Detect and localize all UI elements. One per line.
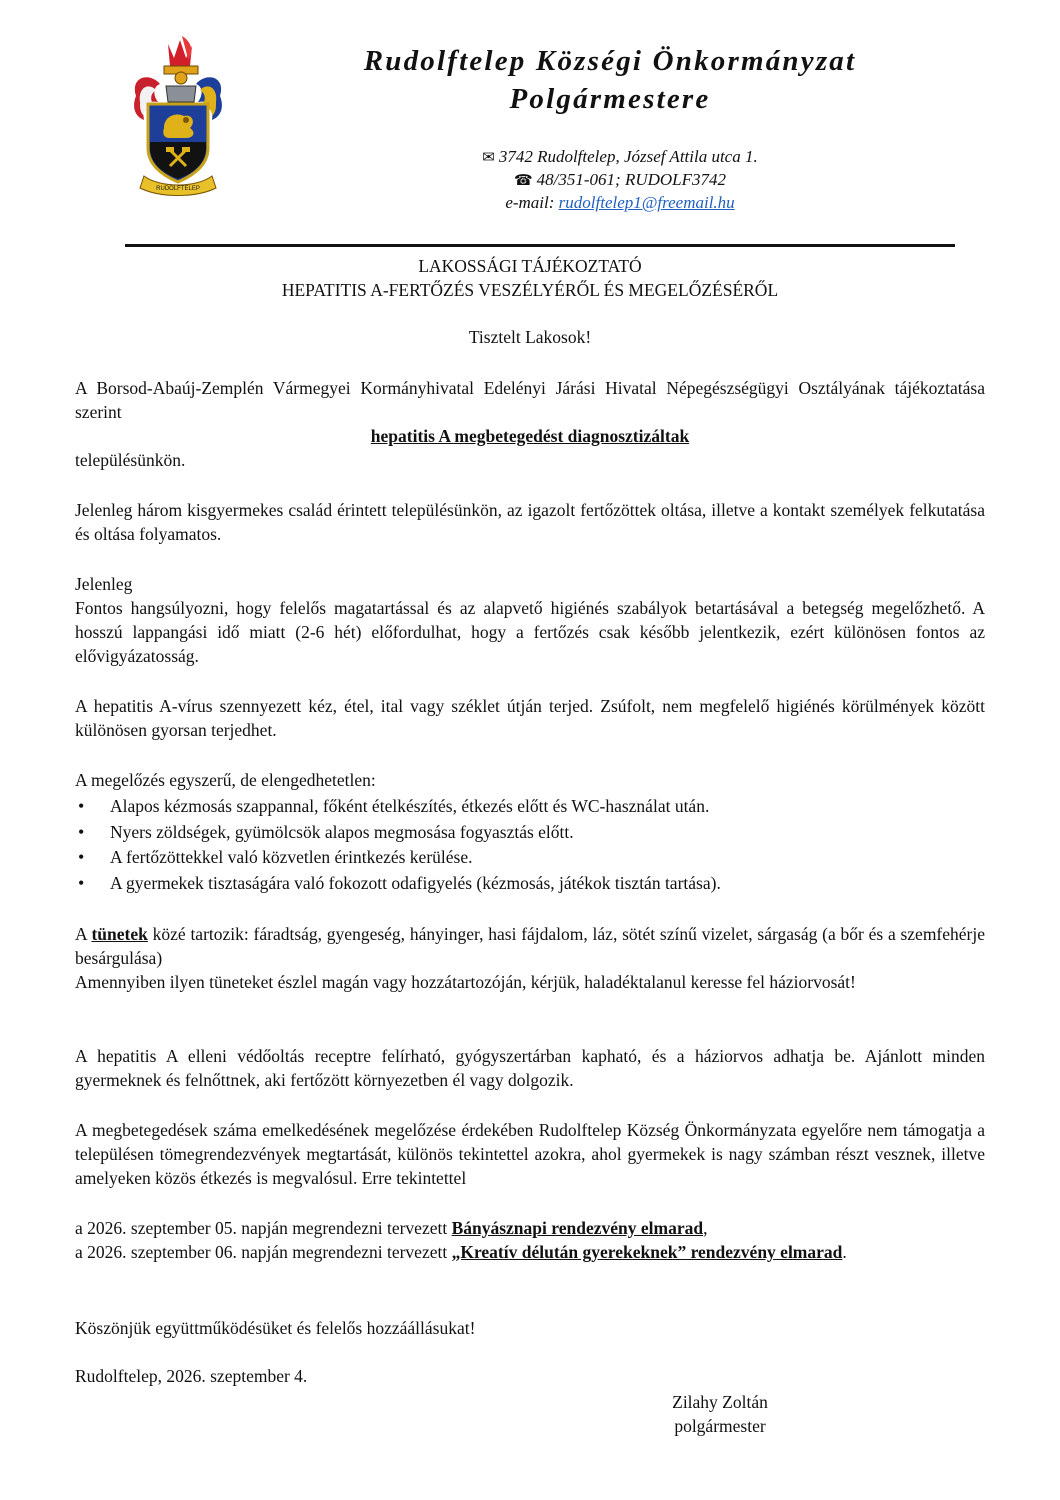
list-item: • Alapos kézmosás szappannal, főként ételkészítés, étkezés előtt és WC-használat után. bbox=[75, 794, 985, 820]
paragraph-transmission: A hepatitis A-vírus szennyezett kéz, étel, ital vagy széklet útján terjed. Zsúfolt, nem megfelelő higiénés körülmények között különösen gyorsan terjedhet. bbox=[75, 696, 985, 740]
email-link[interactable]: rudolftelep1@freemail.hu bbox=[558, 193, 735, 212]
org-name-line: Rudolftelep Községi Önkormányzat bbox=[363, 45, 857, 77]
address-text: 3742 Rudolftelep, József Attila utca 1. bbox=[498, 147, 758, 166]
telephone-icon: ☎ bbox=[513, 173, 533, 189]
paragraph-symptoms bbox=[75, 922, 985, 994]
paragraph-text: A Borsod-Abaúj-Zemplén Vármegyei Kormányhivatal Edelényi Járási Hivatal Népegészségügyi Osztályának tájékoztatása szerint bbox=[75, 378, 985, 422]
cancellation-text: a 2026. szeptember 05. napján megrendezni tervezett bbox=[75, 1218, 448, 1238]
paragraph-diagnosis bbox=[75, 376, 985, 472]
email-label: e-mail: bbox=[505, 193, 555, 212]
envelope-icon: ✉ bbox=[482, 150, 495, 166]
cancellation-notice bbox=[75, 1216, 985, 1264]
prevention-list bbox=[75, 794, 985, 896]
document-heading bbox=[75, 254, 985, 302]
cancellation-line-1 bbox=[75, 1216, 985, 1240]
cancellation-line-2 bbox=[75, 1240, 985, 1264]
list-item: • A fertőzöttekkel való közvetlen érintkezés kerülése. bbox=[75, 845, 985, 871]
paragraph-line: Jelenleg bbox=[75, 574, 133, 594]
phone-line bbox=[380, 169, 860, 192]
paragraph-events: A megbetegedések száma emelkedésének megelőzése érdekében Rudolftelep Község Önkormányzata egyelőre nem támogatja a településen tömegrendezvények megtartását, különös tekintettel azokra, ahol gyermekek is nagy számban részt vesznek, illetve amelyeken közös étkezés is megvalósul. Erre tekintettel bbox=[75, 1120, 985, 1188]
signatory-name: Zilahy Zoltán bbox=[672, 1392, 768, 1412]
symptoms-advice: Amennyiben ilyen tüneteket észlel magán vagy hozzátartozóján, kérjük, haladéktalanul keresse fel háziorvosát! bbox=[75, 972, 856, 992]
organization-title bbox=[250, 42, 970, 118]
cancellation-punct: . bbox=[842, 1242, 847, 1262]
cancellation-punct: , bbox=[703, 1218, 708, 1238]
address-line bbox=[380, 146, 860, 169]
prevention-intro: A megelőzés egyszerű, de elengedhetetlen: bbox=[75, 770, 376, 790]
contact-block bbox=[380, 146, 860, 214]
diagnosis-emphasis: hepatitis A megbetegedést diagnosztizáltak bbox=[370, 426, 690, 446]
symptoms-text bbox=[75, 922, 985, 970]
symptoms-keyword: tünetek bbox=[91, 924, 148, 944]
heading-line-1: LAKOSSÁGI TÁJÉKOZTATÓ bbox=[418, 256, 642, 276]
symptoms-list: közé tartozik: fáradtság, gyengeség, hányinger, hasi fájdalom, láz, sötét színű vizelet, sárgaság (a bőr és a szemfehérje besárgulása) bbox=[75, 924, 986, 968]
signature-block bbox=[620, 1390, 820, 1438]
cancelled-event: Bányásznapi rendezvény elmarad bbox=[451, 1218, 704, 1238]
place-date: Rudolftelep, 2026. szeptember 4. bbox=[75, 1366, 308, 1386]
symptoms-prefix: A bbox=[75, 924, 87, 944]
paragraph-vaccine: A hepatitis A elleni védőoltás receptre felírható, gyógyszertárban kapható, és a háziorvos adhatja be. Ajánlott minden gyermeknek és felnőttnek, aki fertőzött környezetben él vagy dolgozik. bbox=[75, 1046, 985, 1090]
coat-of-arms-icon bbox=[130, 36, 226, 196]
paragraph-affected-families: Jelenleg három kisgyermekes család érintett településünkön, az igazolt fertőzöttek oltása, illetve a kontakt személyek felkutatása és oltása folyamatos. bbox=[75, 500, 985, 544]
heading-line-2: HEPATITIS A-FERTŐZÉS VESZÉLYÉRŐL ÉS MEGELŐZÉSÉRŐL bbox=[281, 280, 779, 300]
list-item: • Nyers zöldségek, gyümölcsök alapos megmosása fogyasztás előtt. bbox=[75, 820, 985, 846]
paragraph-text: Fontos hangsúlyozni, hogy felelős magatartással és az alapvető higiénés szabályok betartásával a betegség megelőzhető. A hosszú lappangási idő miatt (2-6 hét) előfordulhat, hogy a fertőzés csak később jelentkezik, ezért különösen fontos az elővigyázatosság. bbox=[75, 598, 985, 666]
paragraph-prevention-importance bbox=[75, 572, 985, 668]
phone-text: 48/351-061; RUDOLF3742 bbox=[536, 170, 727, 189]
svg-text:RUDOLFTELEP: RUDOLFTELEP bbox=[156, 186, 200, 192]
cancellation-text: a 2026. szeptember 06. napján megrendezni tervezett bbox=[75, 1242, 448, 1262]
cancelled-event: „Kreatív délután gyerekeknek” rendezvény elmarad bbox=[451, 1242, 843, 1262]
signatory-title: polgármester bbox=[674, 1416, 766, 1436]
email-line bbox=[380, 192, 860, 214]
list-item: • A gyermekek tisztaságára való fokozott odafigyelés (kézmosás, játékok tisztán tartása). bbox=[75, 871, 985, 897]
paragraph-tail: településünkön. bbox=[75, 450, 186, 470]
thanks-line: Köszönjük együttműködésüket és felelős hozzáállásukat! bbox=[75, 1318, 476, 1338]
greeting: Tisztelt Lakosok! bbox=[468, 327, 592, 347]
header-divider bbox=[125, 244, 955, 247]
org-role-line: Polgármestere bbox=[509, 83, 711, 115]
